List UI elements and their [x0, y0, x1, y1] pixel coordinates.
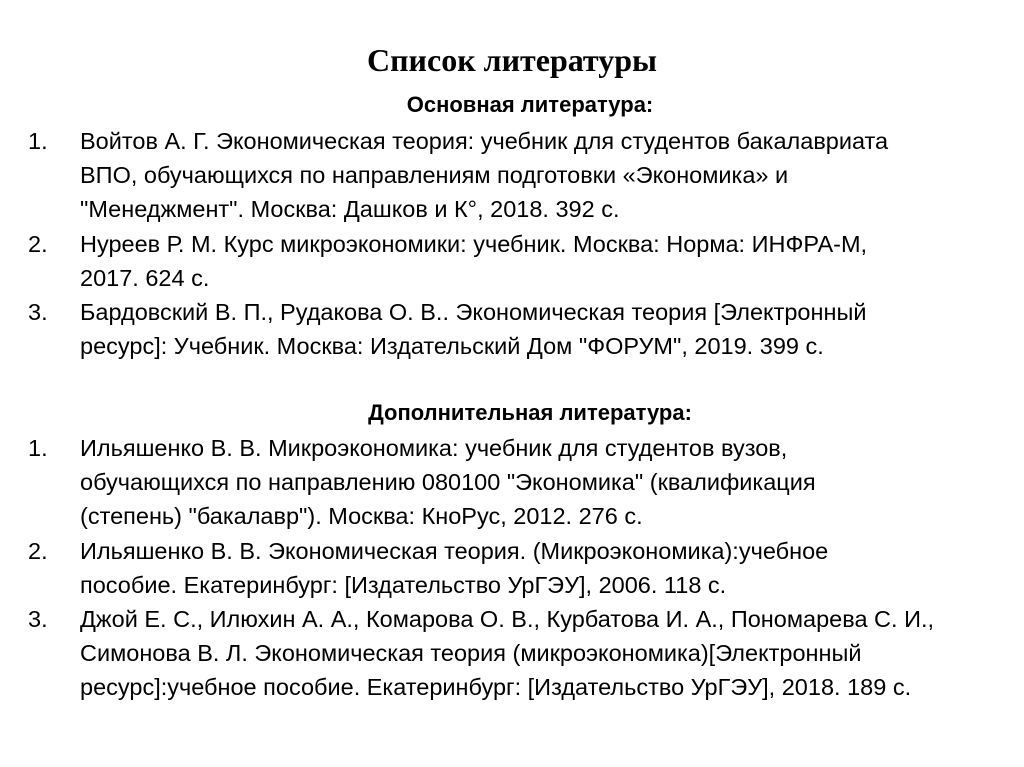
- list-item: [0, 295, 888, 363]
- item-number: 2.: [28, 230, 48, 257]
- list-item: [0, 227, 888, 295]
- item-text-line: ВПО, обучающихся по направлениям подготовки «Экономика» и: [80, 162, 789, 189]
- item-text-line: Симонова В. Л. Экономическая теория (микроэкономика)[Электронный: [80, 640, 862, 667]
- item-text-line: Джой Е. С., Илюхин А. А., Комарова О. В., Курбатова И. А., Пономарева С. И.,: [80, 605, 935, 632]
- item-text-line: Нуреев Р. М. Курс микроэкономики: учебник. Москва: Норма: ИНФРА-М,: [80, 230, 868, 257]
- item-text-line: Ильяшенко В. В. Микроэкономика: учебник для студентов вузов,: [80, 435, 788, 461]
- item-text-line: 2017. 624 с.: [80, 264, 210, 291]
- item-text-line: Ильяшенко В. В. Экономическая теория. (Микроэкономика):учебное: [80, 537, 829, 564]
- item-number: 1.: [28, 435, 48, 461]
- list-item: [0, 534, 934, 602]
- additional-literature-heading: Дополнительная литература:: [368, 400, 692, 425]
- main-literature-list: [0, 124, 888, 363]
- item-number: 2.: [28, 537, 48, 564]
- item-number: 3.: [28, 298, 48, 325]
- item-text-line: Бардовский В. П., Рудакова О. В.. Экономическая теория [Электронный: [80, 298, 867, 325]
- item-text-line: обучающихся по направлению 080100 "Экономика" (квалификация: [80, 469, 816, 496]
- additional-literature-list: [0, 431, 934, 705]
- list-item: [0, 431, 934, 534]
- list-item: [0, 602, 934, 705]
- list-item: [0, 124, 888, 227]
- main-literature-heading: Основная литература:: [406, 92, 654, 117]
- item-number: 3.: [28, 605, 48, 632]
- item-text-line: пособие. Екатеринбург: [Издательство УрГЭУ], 2006. 118 с.: [80, 571, 727, 598]
- item-text-line: ресурс]: Учебник. Москва: Издательский Дом "ФОРУМ", 2019. 399 с.: [80, 333, 824, 360]
- item-text-line: ресурс]:учебное пособие. Екатеринбург: [Издательство УрГЭУ], 2018. 189 с.: [80, 674, 912, 701]
- item-text-line: Войтов А. Г. Экономическая теория: учебник для студентов бакалавриата: [80, 128, 889, 154]
- item-text-line: "Менеджмент". Москва: Дашков и К°, 2018. 392 с.: [80, 196, 620, 223]
- page-title: Список литературы: [367, 42, 657, 78]
- item-number: 1.: [28, 128, 48, 154]
- item-text-line: (степень) "бакалавр"). Москва: КноРус, 2012. 276 с.: [80, 503, 643, 530]
